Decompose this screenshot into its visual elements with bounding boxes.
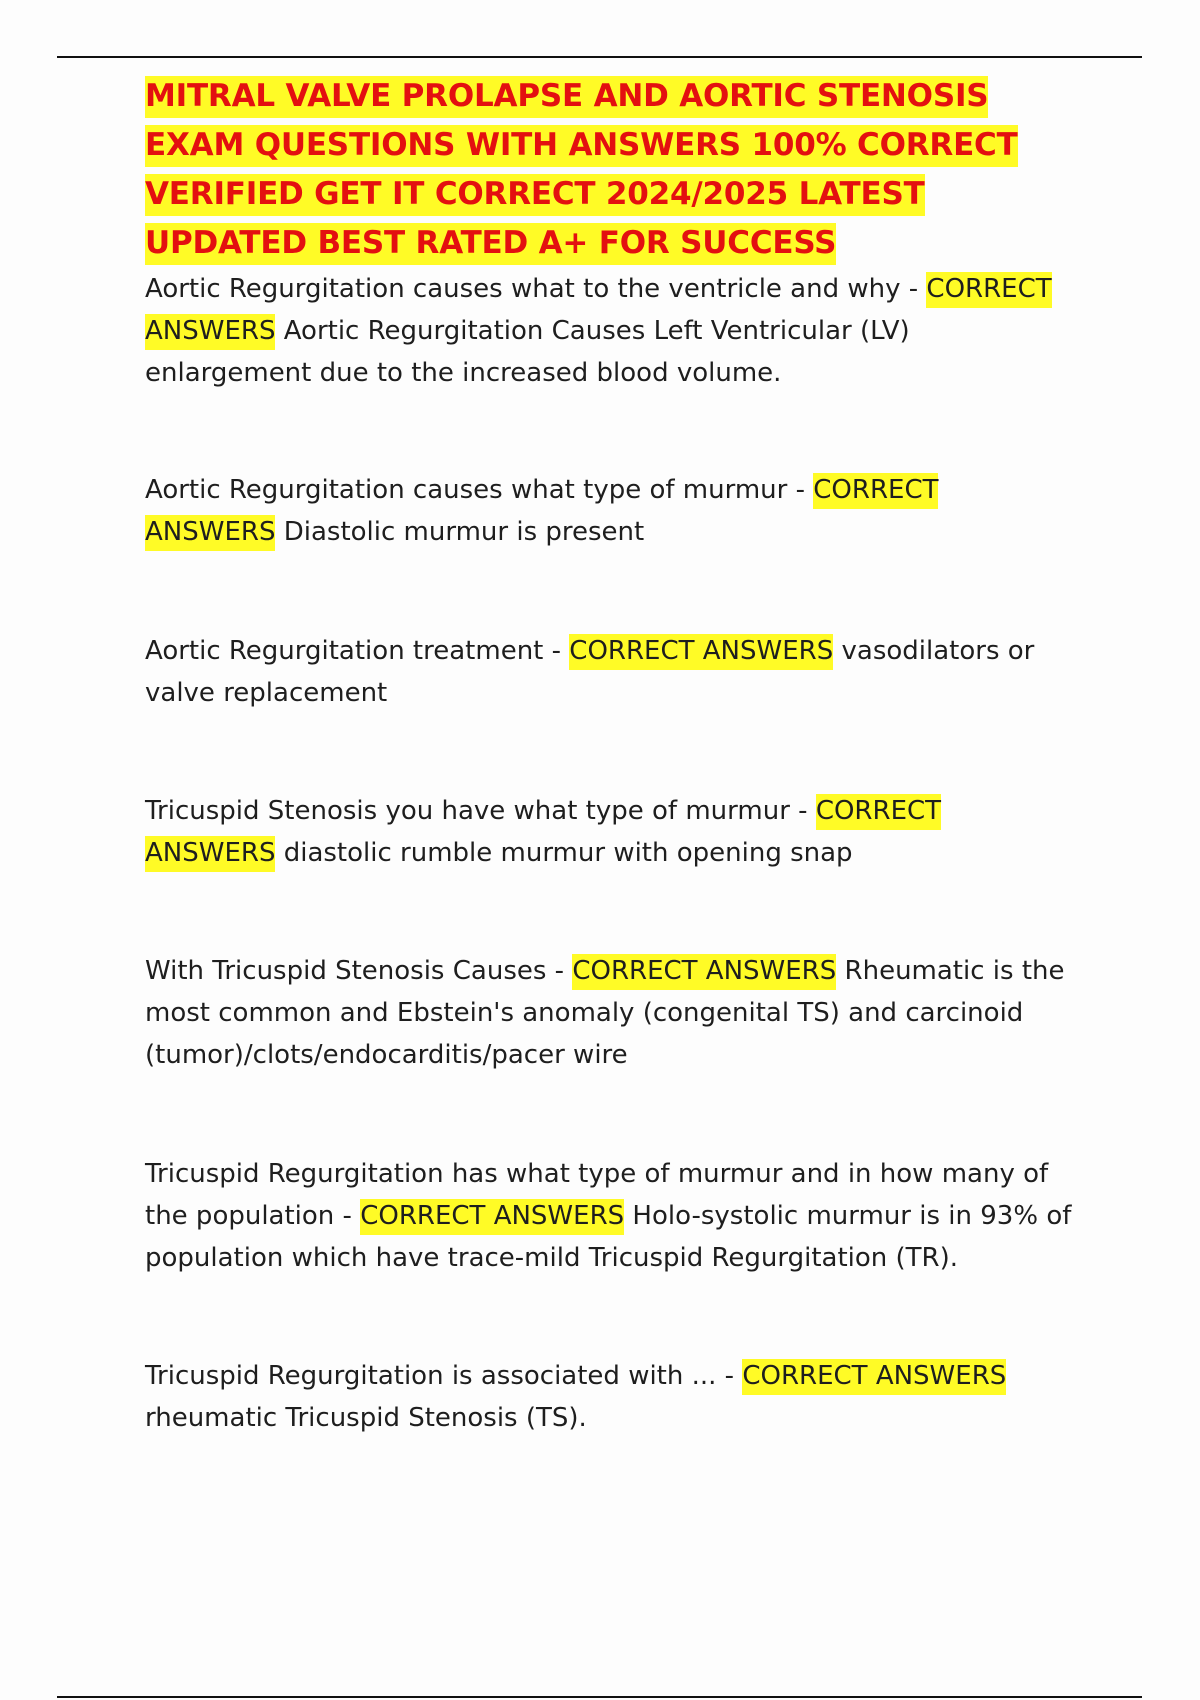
answer-text: Aortic Regurgitation Causes Left Ventricular (LV) enlargement due to the increased blood volume.	[145, 316, 910, 388]
answer-text: rheumatic Tricuspid Stenosis (TS).	[145, 1403, 587, 1433]
answer-text: Diastolic murmur is present	[275, 517, 645, 547]
document-title	[145, 72, 1075, 268]
answer-tag: CORRECT ANSWERS	[145, 473, 938, 551]
answer-tag: CORRECT ANSWERS	[145, 272, 1052, 350]
question-text: Tricuspid Regurgitation is associated with ...	[145, 1361, 717, 1391]
question-text: With Tricuspid Stenosis Causes	[145, 956, 547, 986]
separator: -	[787, 475, 814, 505]
answer-tag: CORRECT ANSWERS	[742, 1359, 1006, 1395]
answer-text: Rheumatic is the most common and Ebstein's anomaly (congenital TS) and carcinoid (tumor)/clots/endocarditis/pacer wire	[145, 956, 1065, 1070]
qa-item	[145, 790, 1075, 874]
title-highlight: MITRAL VALVE PROLAPSE AND AORTIC STENOSIS EXAM QUESTIONS WITH ANSWERS 100% CORRECT VERIFIED GET IT CORRECT 2024/2025 LATEST UPDATED BEST RATED A+ FOR SUCCESS	[145, 76, 1018, 265]
qa-item	[145, 1153, 1075, 1279]
answer-text: Holo-systolic murmur is in 93% of population which have trace-mild Tricuspid Regurgitation (TR).	[145, 1201, 1072, 1273]
separator: -	[546, 956, 573, 986]
qa-item	[145, 1355, 1075, 1439]
document-page	[145, 72, 1075, 1439]
qa-item	[145, 630, 1075, 714]
answer-tag: CORRECT ANSWERS	[569, 634, 833, 670]
answer-tag: CORRECT ANSWERS	[360, 1199, 624, 1235]
separator: -	[543, 636, 570, 666]
footer-rule	[57, 1696, 1142, 1698]
qa-item	[145, 950, 1075, 1076]
answer-tag: CORRECT ANSWERS	[145, 794, 941, 872]
answer-text: vasodilators or valve replacement	[145, 636, 1035, 708]
qa-item	[145, 268, 1075, 394]
question-text: Aortic Regurgitation treatment	[145, 636, 544, 666]
answer-text: diastolic rumble murmur with opening snap	[275, 838, 853, 868]
question-text: Tricuspid Regurgitation has what type of murmur and in how many of the population	[145, 1159, 1049, 1231]
qa-item	[145, 469, 1075, 553]
question-text: Aortic Regurgitation causes what to the ventricle and why	[145, 274, 901, 304]
question-text: Tricuspid Stenosis you have what type of murmur	[145, 796, 790, 826]
separator: -	[789, 796, 816, 826]
separator: -	[900, 274, 927, 304]
separator: -	[716, 1361, 743, 1391]
question-text: Aortic Regurgitation causes what type of murmur	[145, 475, 788, 505]
header-rule	[57, 56, 1142, 58]
answer-tag: CORRECT ANSWERS	[572, 954, 836, 990]
separator: -	[334, 1201, 361, 1231]
